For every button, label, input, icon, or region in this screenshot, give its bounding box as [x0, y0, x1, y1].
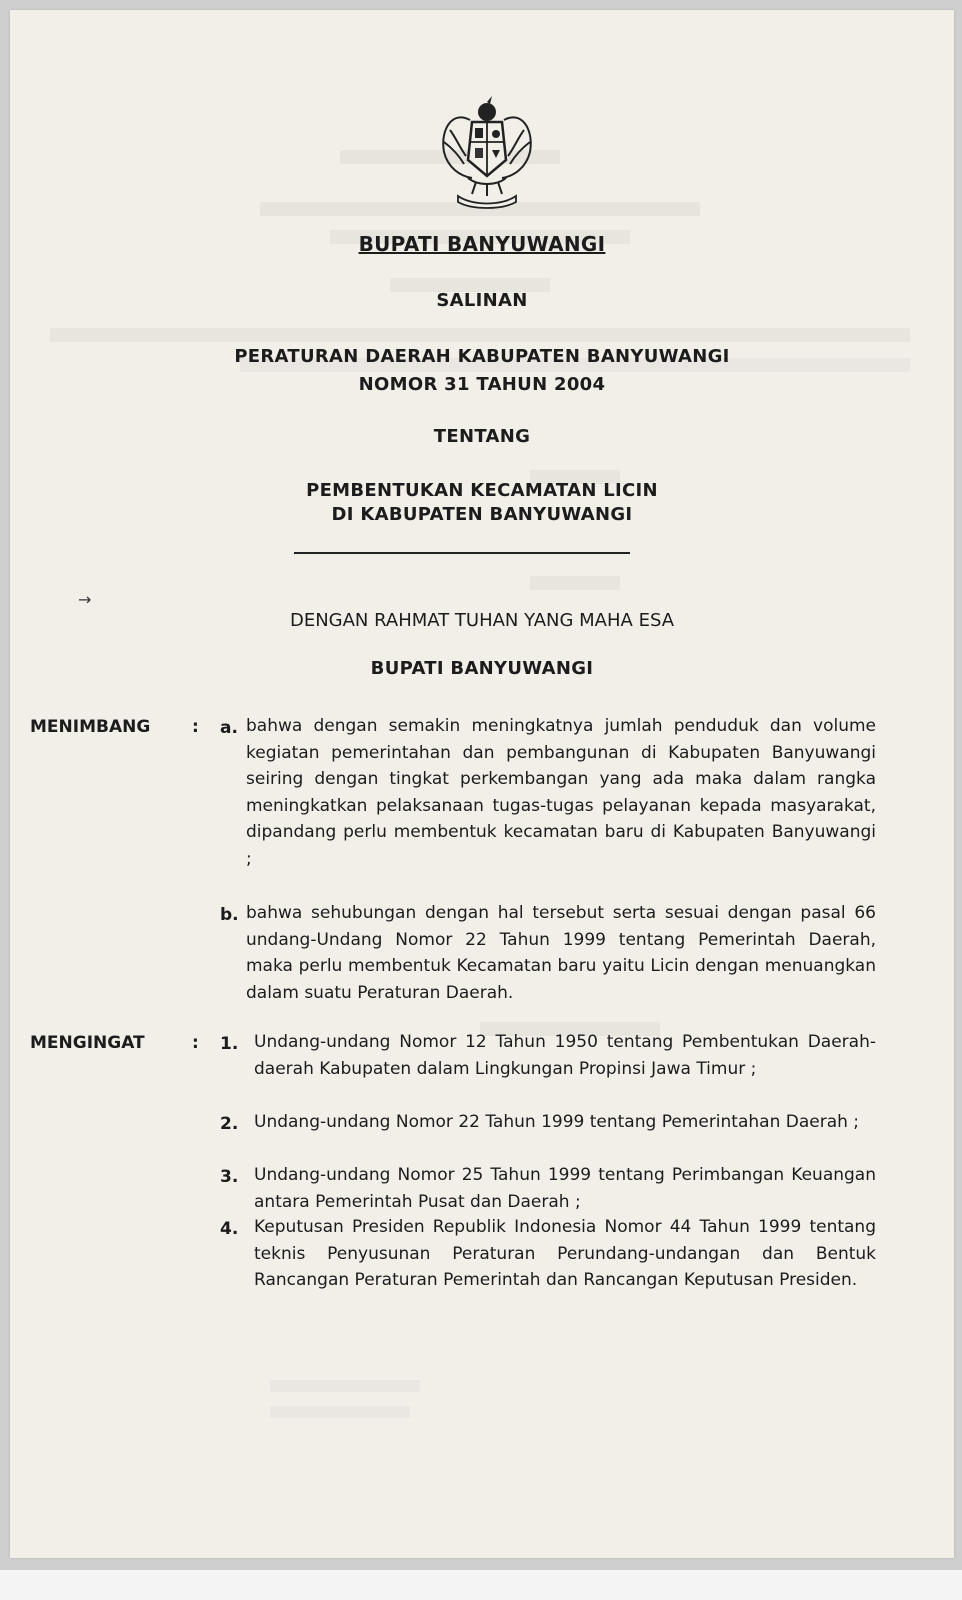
next-page-edge [0, 1570, 962, 1600]
issuer-heading: BUPATI BANYUWANGI [358, 232, 606, 256]
blessing-line: DENGAN RAHMAT TUHAN YANG MAHA ESA [289, 610, 675, 631]
subject-line-2: DI KABUPATEN BANYUWANGI [331, 504, 633, 525]
mengingat-colon: : [192, 1033, 199, 1053]
mengingat-item-marker: 1. [220, 1034, 239, 1054]
stray-pen-mark: → [78, 590, 92, 609]
subject-line-1: PEMBENTUKAN KECAMATAN LICIN [306, 480, 658, 501]
menimbang-item-text: bahwa dengan semakin meningkatnya jumlah penduduk dan volume kegiatan pemerintahan dan pembangunan di Kabupaten Banyuwangi seiring dengan tingkat perkembangan yang ada maka dalam rangka meningkatkan pelaksanaan tugas-tugas pelayanan kepada masyarakat, dipandang perlu membentuk kecamatan baru di Kabupaten Banyuwangi ; [246, 716, 876, 869]
bleed-through-mark [270, 1380, 420, 1392]
title-divider [294, 552, 630, 554]
mengingat-item-text: Keputusan Presiden Republik Indonesia Nomor 44 Tahun 1999 tentang teknis Penyusunan Peraturan Perundang-undangan dan Bentuk Rancangan Peraturan Pemerintah dan Rancangan Keputusan Presiden. [254, 1217, 876, 1290]
mengingat-item-text: Undang-undang Nomor 22 Tahun 1999 tentang Pemerintahan Daerah ; [254, 1112, 860, 1132]
garuda-emblem-icon [432, 90, 542, 215]
menimbang-colon: : [192, 717, 199, 737]
mengingat-item-text: Undang-undang Nomor 12 Tahun 1950 tentang Pembentukan Daerah-daerah Kabupaten dalam Lingkungan Propinsi Jawa Timur ; [254, 1032, 876, 1079]
mengingat-item-marker: 3. [220, 1167, 239, 1187]
bleed-through-mark [530, 576, 620, 590]
regulation-title: PERATURAN DAERAH KABUPATEN BANYUWANGI [234, 346, 730, 367]
menimbang-item-marker: a. [220, 718, 238, 738]
about-label: TENTANG [433, 426, 531, 447]
mengingat-item-text: Undang-undang Nomor 25 Tahun 1999 tentang Perimbangan Keuangan antara Pemerintah Pusat dan Daerah ; [254, 1165, 876, 1212]
mengingat-label: MENGINGAT [30, 1033, 145, 1053]
official-heading: BUPATI BANYUWANGI [370, 658, 594, 679]
mengingat-item-marker: 2. [220, 1114, 239, 1134]
regulation-number: NOMOR 31 TAHUN 2004 [358, 374, 606, 395]
menimbang-label: MENIMBANG [30, 717, 151, 737]
document-page [10, 10, 954, 1558]
bleed-through-mark [50, 328, 910, 342]
copy-label: SALINAN [436, 290, 528, 311]
menimbang-item-text: bahwa sehubungan dengan hal tersebut serta sesuai dengan pasal 66 undang-Undang Nomor 22 Tahun 1999 tentang Pemerintah Daerah, maka perlu membentuk Kecamatan baru yaitu Licin dengan menuangkan dalam suatu Peraturan Daerah. [246, 903, 876, 1003]
menimbang-item-marker: b. [220, 905, 239, 925]
mengingat-item-marker: 4. [220, 1219, 239, 1239]
bleed-through-mark [270, 1406, 410, 1418]
